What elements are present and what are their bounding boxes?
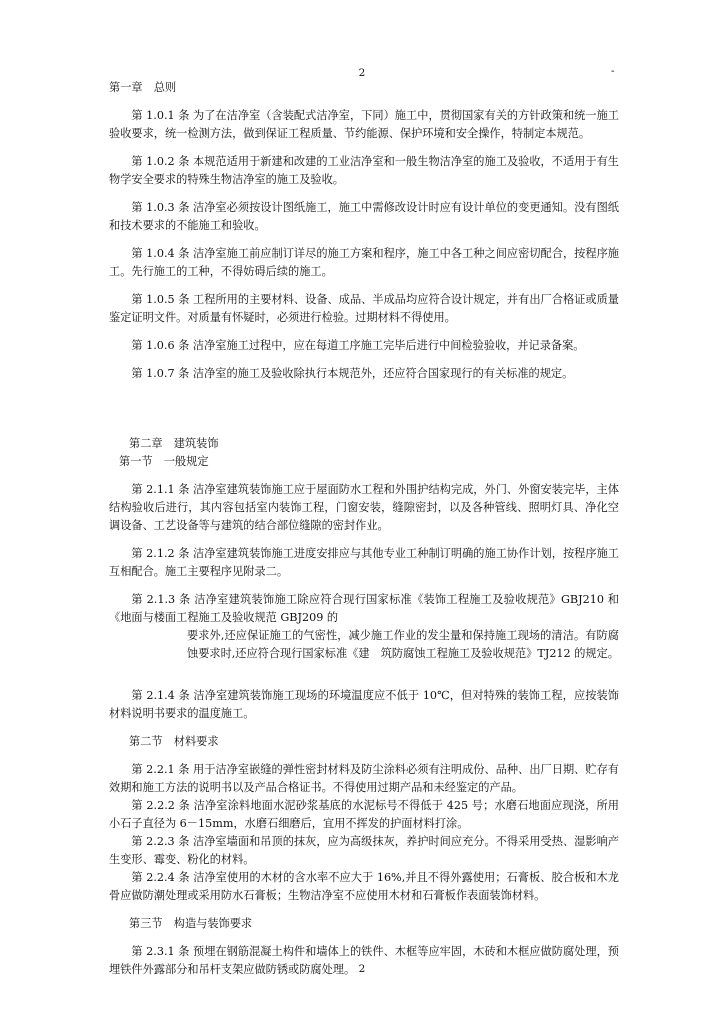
document-body <box>109 79 619 979</box>
article-1-0-6: 第 1.0.6 条 洁净室施工过程中，应在每道工序施工完毕后进行中间检验验收，并记录备案。 <box>131 339 585 352</box>
section-1-title: 第一节 一般规定 <box>119 455 209 468</box>
chapter-1-title: 第一章 总则 <box>109 81 177 94</box>
article-1-0-3: 第 1.0.3 条 洁净室必须按设计图纸施工，施工中需修改设计时应有设计单位的变更通知。没有图纸和技术要求的不能施工和验收。 <box>109 201 619 232</box>
article-2-2-4: 第 2.2.4 条 洁净室使用的木材的含水率不应大于 16%,并且不得外露使用；石膏板、胶合板和木龙骨应做防潮处理或采用防水石膏板；生物洁净室不应使用木材和石膏板作表面装饰材料。 <box>109 871 619 902</box>
article-2-1-2: 第 2.1.2 条 洁净室建筑装饰施工进度安排应与其他专业工种制订明确的施工协作计划，按程序施工互相配合。施工主要程序见附录二。 <box>109 547 619 578</box>
article-2-2-3: 第 2.2.3 条 洁净室墙面和吊顶的抹灰，应为高级抹灰，养护时间应充分。不得采用受热、湿影响产生变形、霉变、粉化的材料。 <box>109 835 619 866</box>
chapter-2-title: 第二章 建筑装饰 <box>129 437 219 450</box>
article-2-3-1: 第 2.3.1 条 预埋在钢筋混凝土构件和墙体上的铁件、木框等应牢固，木砖和木框应做防腐处理，预埋铁件外露部分和吊杆支架应做防锈或防腐处理。 <box>109 945 619 976</box>
footer-page-number: 2 <box>358 963 366 975</box>
article-2-1-1: 第 2.1.1 条 洁净室建筑装饰施工应于屋面防水工程和外围护结构完成，外门、外窗安装完毕，主体结构验收后进行，其内容包括室内装饰工程，门窗安装，缝隙密封，以及各种管线、照明灯具、净化空调设备、工艺设备等与建筑的结合部位缝隙的密封作业。 <box>109 483 619 532</box>
article-2-1-4: 第 2.1.4 条 洁净室建筑装饰施工现场的环境温度应不低于 10℃，但对特殊的装饰工程，应按装饰材料说明书要求的温度施工。 <box>109 689 619 720</box>
article-1-0-5: 第 1.0.5 条 工程所用的主要材料、设备、成品、半成品均应符合设计规定，并有出厂合格证或质量鉴定证明文件。对质量有怀疑时，必须进行检验。过期材料不得使用。 <box>109 293 619 324</box>
header-page-number: 2 <box>358 67 366 79</box>
article-1-0-4: 第 1.0.4 条 洁净室施工前应制订详尽的施工方案和程序，施工中各工种之间应密切配合，按程序施工。先行施工的工种，不得妨碍后续的施工。 <box>109 247 619 278</box>
article-1-0-2: 第 1.0.2 条 本规范适用于新建和改建的工业洁净室和一般生物洁净室的施工及验收，不适用于有生物学安全要求的特殊生物洁净室的施工及验收。 <box>109 155 619 186</box>
section-2-title: 第二节 材料要求 <box>129 735 219 748</box>
article-1-0-7: 第 1.0.7 条 洁净室的施工及验收除执行本规范外，还应符合国家现行的有关标准的规定。 <box>131 367 574 380</box>
article-2-2-2: 第 2.2.2 条 洁净室涂料地面水泥砂浆基底的水泥标号不得低于 425 号；水磨石地面应现浇，所用小石子直径为 6－15mm，水磨石细磨后，宜用不挥发的护面材料打涂。 <box>109 799 619 830</box>
article-2-2-1: 第 2.2.1 条 用于洁净室嵌缝的弹性密封材料及防尘涂料必须有注明成份、品种、出厂日期、贮存有效期和施工方法的说明书以及产品合格证书。不得使用过期产品和未经鉴定的产品。 <box>109 763 619 794</box>
header-mark: - <box>611 65 615 77</box>
article-1-0-1: 第 1.0.1 条 为了在洁净室（含装配式洁净室，下同）施工中，贯彻国家有关的方针政策和统一施工验收要求，统一检测方法，做到保证工程质量、节约能源、保护环境和安全操作，特制定本规范。 <box>109 109 619 140</box>
section-3-title: 第三节 构造与装饰要求 <box>129 917 253 930</box>
article-2-1-3-continued: 要求外,还应保证施工的气密性，减少施工作业的发尘量和保持施工现场的清洁。有防腐蚀要求时,还应符合现行国家标准《建 筑防腐蚀工程施工及验收规范》TJ212 的规定。 <box>187 629 619 660</box>
article-2-1-3: 第 2.1.3 条 洁净室建筑装饰施工除应符合现行国家标准《装饰工程施工及验收规范》GBJ210 和《地面与楼面工程施工及验收规范 GBJ209 的 <box>109 593 619 624</box>
